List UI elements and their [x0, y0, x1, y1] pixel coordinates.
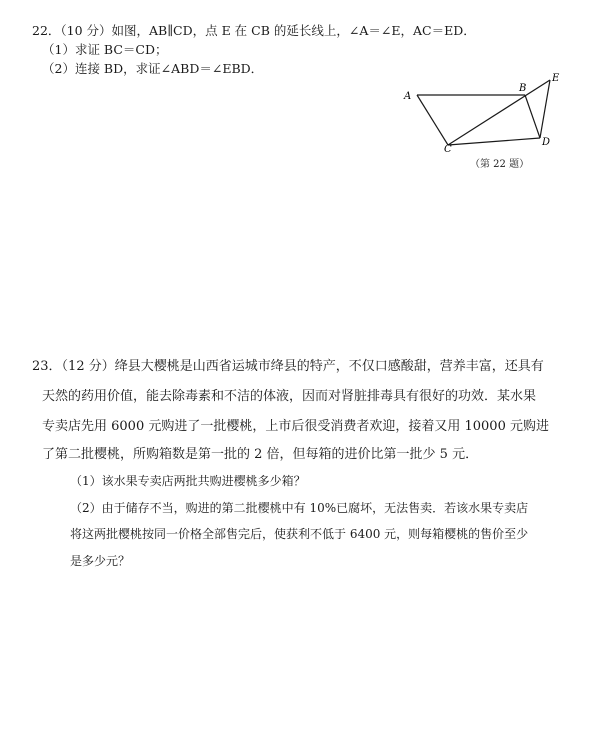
q23-part1: （1）该水果专卖店两批共购进樱桃多少箱？: [70, 474, 306, 488]
label-b: B: [519, 83, 527, 94]
segment-ce: [448, 80, 550, 145]
label-a: A: [404, 91, 412, 102]
q22-part1: （1）求证 BC＝CD；: [42, 42, 168, 57]
segment-ac: [417, 95, 448, 145]
q23-part2-line-1: （2）由于储存不当，购进的第二批樱桃中有 10%已腐坏，无法售卖．若该水果专卖店: [70, 501, 529, 515]
q23-stem-line-3: 专卖店先用 6000 元购进了一批樱桃，上市后很受消费者欢迎，接着又用 10000 元购进: [42, 419, 549, 434]
q23-stem-line-2: 天然的药用价值，能去除毒素和不洁的体液，因而对肾脏排毒具有很好的功效．某水果: [42, 389, 537, 404]
label-d: D: [542, 137, 551, 148]
q22-part2: （2）连接 BD，求证∠ABD＝∠EBD．: [42, 61, 264, 76]
q23-part2-line-3: 是多少元？: [70, 554, 131, 568]
q22-figure-caption: （第 22 题）: [470, 159, 530, 170]
q23-part2-line-2: 将这两批樱桃按同一价格全部售完后，使获利不低于 6400 元，则每箱樱桃的售价至少: [70, 527, 529, 541]
label-c: C: [444, 144, 452, 155]
q23-stem-line-1: 23．（12 分）绛县大樱桃是山西省运城市绛县的特产，不仅口感酸甜，营养丰富，还具有: [32, 359, 544, 374]
segment-bd: [525, 95, 540, 138]
segment-ed: [540, 80, 550, 138]
q23-stem-line-4: 了第二批樱桃，所购箱数是第一批的 2 倍，但每箱的进价比第一批少 5 元．: [42, 447, 479, 462]
q22-stem: 22．（10 分）如图，AB∥CD，点 E 在 CB 的延长线上，∠A＝∠E，AC＝ED．: [32, 23, 476, 38]
label-e: E: [552, 73, 560, 84]
segment-cd: [448, 138, 540, 145]
